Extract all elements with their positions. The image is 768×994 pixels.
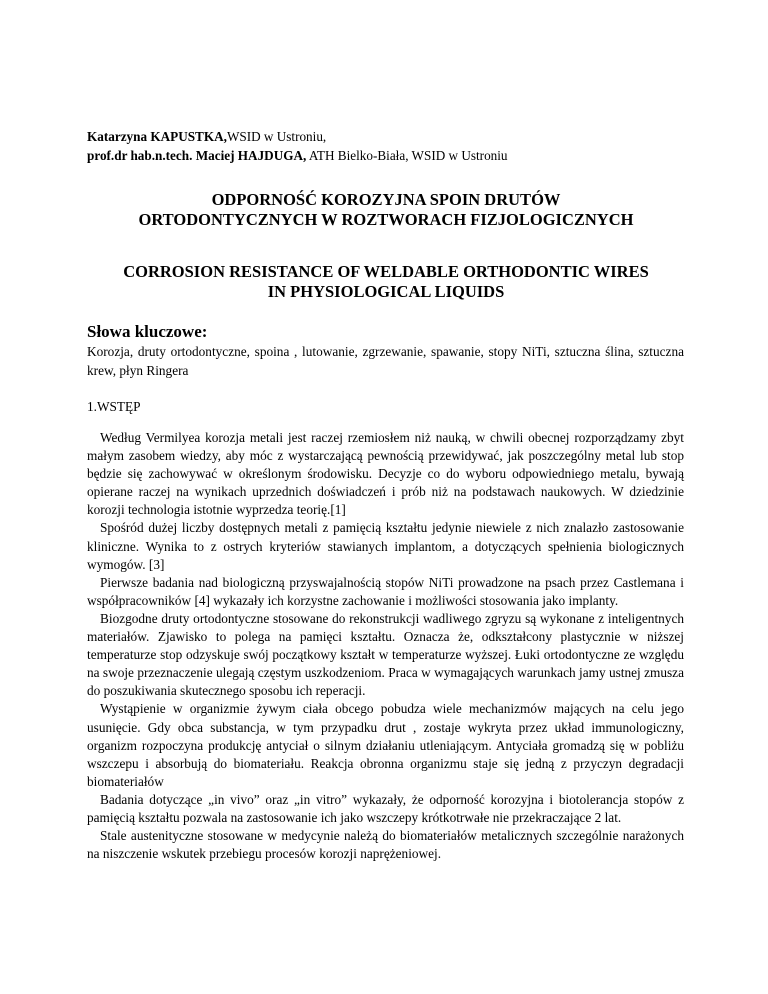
author-2 xyxy=(87,146,687,165)
title-polish-line-1: ODPORNOŚĆ KOROZYJNA SPOIN DRUTÓW xyxy=(211,190,561,209)
author-1-name: Katarzyna KAPUSTKA, xyxy=(87,129,227,144)
keywords-heading: Słowa kluczowe: xyxy=(87,322,208,341)
paragraph: Spośród dużej liczby dostępnych metali z pamięcią kształtu jedynie niewiele z nich znalazło zastosowanie kliniczne. Wynika to z ostrych kryteriów stawianych implantom, a dotyczących spełnienia biologicznych wymogów. [3] xyxy=(87,520,684,572)
title-english-line-2: IN PHYSIOLOGICAL LIQUIDS xyxy=(267,282,505,301)
title-english xyxy=(87,262,685,302)
paragraph: Biozgodne druty ortodontyczne stosowane do rekonstrukcji wadliwego zgryzu są wykonane z inteligentnych materiałów. Zjawisko to polega na pamięci kształtu. Oznacza że, odkształcony plastycznie w niższej temperaturze stop odzyskuje swój początkowy kształt w temperaturze wyższej. Łuki ortodontyczne ze względu na swoje przeznaczenie ulegają częstym uszkodzeniom. Praca w wymagających warunkach jamy ustnej zmusza do poszukiwania skutecznego sposobu ich reperacji. xyxy=(87,610,684,699)
paragraph: Wystąpienie w organizmie żywym ciała obcego pobudza wiele mechanizmów mających na celu jego usunięcie. Gdy obca substancja, w tym przypadku drut , zostaje wykryta przez układ immunologiczny, organizm rozpoczyna produkcję antyciał o silnym działaniu utleniającym. Antyciała gromadzą się w pobliżu wszczepu i absorbują do biomateriału. Reakcja obronna organizmu staje się jedną z przyczyn degradacji biomateriałów xyxy=(87,701,684,789)
author-1-affiliation: WSID w Ustroniu, xyxy=(226,129,327,144)
author-block xyxy=(87,127,687,165)
author-2-name: prof.dr hab.n.tech. Maciej HAJDUGA, xyxy=(87,148,307,163)
keywords-text: Korozja, druty ortodontyczne, spoina , lutowanie, zgrzewanie, spawanie, stopy NiTi, sztuczna ślina, sztuczna krew, płyn Ringera xyxy=(87,344,684,378)
paragraph: Pierwsze badania nad biologiczną przyswajalnością stopów NiTi prowadzone na psach przez Castlemana i współpracowników [4] wykazały ich korzystne zachowanie i możliwości stosowania jako implanty. xyxy=(87,574,684,608)
body-text xyxy=(87,429,684,863)
title-english-line-1: CORROSION RESISTANCE OF WELDABLE ORTHODONTIC WIRES xyxy=(123,262,649,281)
title-polish-line-2: ORTODONTYCZNYCH W ROZTWORACH FIZJOLOGICZNYCH xyxy=(138,210,634,229)
author-2-affiliation: ATH Bielko-Biała, WSID w Ustroniu xyxy=(306,148,508,163)
author-1 xyxy=(87,127,687,146)
section-heading: 1.WSTĘP xyxy=(87,399,141,414)
paragraph: Badania dotyczące „in vivo” oraz „in vitro” wykazały, że odporność korozyjna i biotolerancja stopów z pamięcią kształtu pozwala na zastosowanie ich jako wszczepy krótkotrwałe nie przekraczające 2 lat. xyxy=(87,791,684,825)
paragraph: Stale austenityczne stosowane w medycynie należą do biomateriałów metalicznych szczególnie narażonych na niszczenie wskutek przebiegu procesów korozji naprężeniowej. xyxy=(87,828,684,862)
title-polish xyxy=(87,190,685,230)
paragraph: Według Vermilyea korozja metali jest raczej rzemiosłem niż nauką, w chwili obecnej rozporządzamy zbyt małym zasobem wiedzy, aby móc z wystarczającą pewnością przewidywać, jak poszczególny metal lub stop będzie się zachowywać w określonym środowisku. Decyzje co do wyboru odpowiedniego metalu, bywają opierane raczej na wynikach uprzednich doświadczeń i prób niż na podstawach naukowych. W dziedzinie korozji technologia istotnie wyprzedza teorię.[1] xyxy=(87,430,684,518)
